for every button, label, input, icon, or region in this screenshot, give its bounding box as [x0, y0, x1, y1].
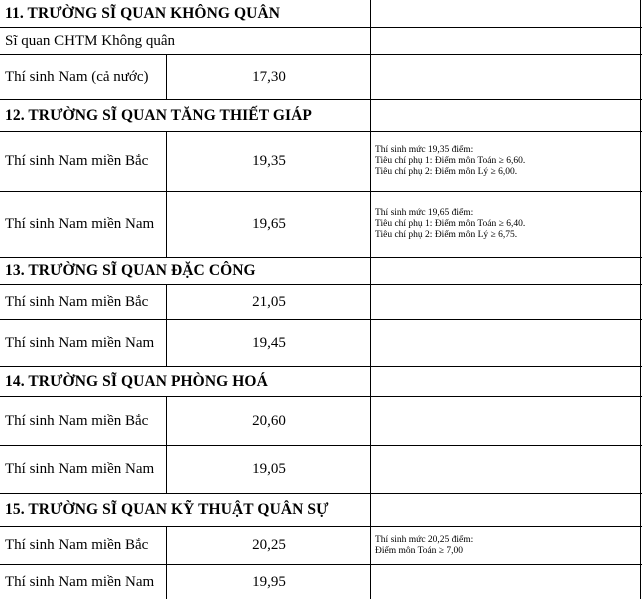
column-divider	[370, 320, 371, 366]
column-divider	[370, 494, 371, 526]
column-divider	[370, 367, 371, 396]
criteria-notes	[372, 565, 640, 599]
section-title: 15. TRƯỜNG SĨ QUAN KỸ THUẬT QUÂN SỰ	[5, 501, 329, 518]
candidate-group-label: Thí sinh Nam miền Bắc	[5, 537, 149, 553]
cutoff-score: 19,45	[252, 334, 286, 351]
cutoff-score: 17,30	[252, 68, 286, 85]
criteria-notes	[372, 285, 640, 319]
section-header-row	[0, 258, 642, 285]
table-row	[0, 527, 642, 565]
criteria-notes	[372, 132, 640, 191]
criteria-notes	[372, 446, 640, 493]
candidate-group-label: Thí sinh Nam miền Nam	[5, 216, 155, 232]
criteria-note: Tiêu chí phụ 2: Điểm môn Lý ≥ 6,75.	[375, 230, 518, 240]
criteria-note: Thí sinh mức 19,65 điểm:	[375, 208, 474, 218]
column-divider	[166, 527, 167, 564]
cutoff-score: 21,05	[252, 293, 286, 310]
candidate-group-label: Thí sinh Nam miền Nam	[5, 334, 155, 351]
column-divider	[166, 565, 167, 599]
cutoff-score: 19,65	[252, 216, 286, 232]
column-divider	[166, 55, 167, 99]
column-divider	[166, 132, 167, 191]
column-divider	[370, 565, 371, 599]
cutoff-score: 19,35	[252, 153, 286, 169]
criteria-note: Tiêu chí phụ 1: Điểm môn Toán ≥ 6,40.	[375, 219, 526, 229]
section-header-row	[0, 494, 642, 527]
column-divider	[370, 132, 371, 191]
section-subtitle-row	[0, 28, 642, 55]
criteria-note: Thí sinh mức 19,35 điểm:	[375, 145, 474, 155]
column-divider	[370, 397, 371, 445]
criteria-note: Thí sinh mức 20,25 điểm:	[375, 534, 474, 545]
section-title: 13. TRƯỜNG SĨ QUAN ĐẶC CÔNG	[5, 262, 256, 279]
column-divider	[166, 446, 167, 493]
column-divider	[370, 192, 371, 257]
column-divider	[370, 0, 371, 27]
table-row	[0, 55, 642, 100]
column-divider	[370, 285, 371, 319]
candidate-group-label: Thí sinh Nam miền Bắc	[5, 153, 149, 169]
cutoff-score: 20,25	[252, 537, 286, 553]
table-row	[0, 132, 642, 192]
column-divider	[370, 258, 371, 284]
criteria-notes	[372, 192, 640, 257]
column-divider	[166, 192, 167, 257]
table-right-border	[640, 0, 641, 599]
section-header-row	[0, 0, 642, 28]
criteria-notes	[372, 527, 640, 564]
criteria-note: Điểm môn Toán ≥ 7,00	[375, 545, 464, 556]
table-row	[0, 285, 642, 320]
column-divider	[166, 397, 167, 445]
column-divider	[370, 446, 371, 493]
column-divider	[370, 55, 371, 99]
criteria-notes	[372, 397, 640, 445]
criteria-notes	[372, 320, 640, 366]
table-row	[0, 565, 642, 599]
column-divider	[370, 100, 371, 131]
criteria-note: Tiêu chí phụ 1: Điểm môn Toán ≥ 6,60.	[375, 156, 526, 166]
candidate-group-label: Thí sinh Nam miền Bắc	[5, 412, 149, 429]
cutoff-score: 19,05	[252, 461, 286, 477]
section-title: 14. TRƯỜNG SĨ QUAN PHÒNG HOÁ	[5, 372, 268, 390]
candidate-group-label: Thí sinh Nam (cả nước)	[5, 68, 149, 85]
table-row	[0, 446, 642, 494]
column-divider	[370, 527, 371, 564]
table-row	[0, 320, 642, 367]
table-row	[0, 192, 642, 258]
section-title: 11. TRƯỜNG SĨ QUAN KHÔNG QUÂN	[5, 4, 281, 22]
section-title: 12. TRƯỜNG SĨ QUAN TĂNG THIẾT GIÁP	[5, 106, 313, 124]
table-row	[0, 397, 642, 446]
criteria-notes	[372, 55, 640, 99]
candidate-group-label: Thí sinh Nam miền Nam	[5, 573, 155, 590]
cutoff-score: 20,60	[252, 412, 286, 429]
cutoff-score: 19,95	[252, 573, 286, 590]
criteria-note: Tiêu chí phụ 2: Điểm môn Lý ≥ 6,00.	[375, 167, 518, 177]
column-divider	[370, 28, 371, 54]
section-header-row	[0, 367, 642, 397]
column-divider	[166, 320, 167, 366]
section-subtitle: Sĩ quan CHTM Không quân	[5, 32, 175, 49]
candidate-group-label: Thí sinh Nam miền Nam	[5, 461, 155, 477]
column-divider	[166, 285, 167, 319]
candidate-group-label: Thí sinh Nam miền Bắc	[5, 293, 149, 310]
section-header-row	[0, 100, 642, 132]
